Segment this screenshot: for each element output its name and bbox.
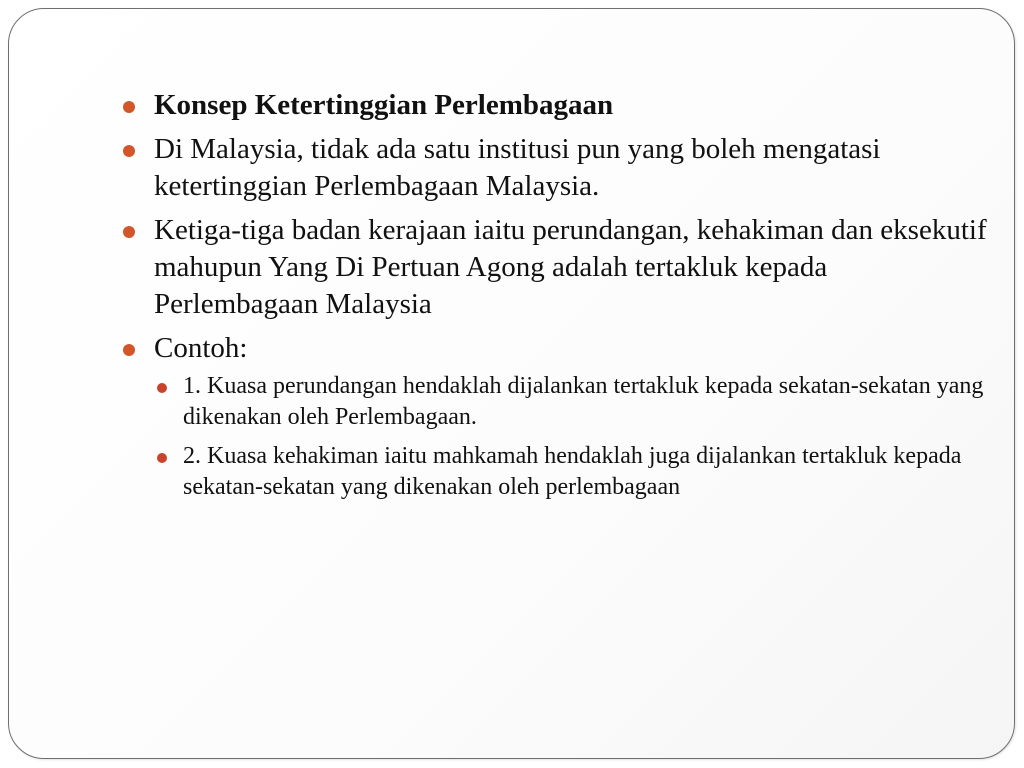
bullet-item-text: Konsep Ketertinggian Perlembagaan <box>154 89 614 121</box>
bullet-item-heading <box>119 87 989 124</box>
sub-bullet-item-text: 1. Kuasa perundangan hendaklah dijalankan tertakluk kepada sekatan-sekatan yang dikenakan oleh Perlembagaan. <box>183 373 984 430</box>
bullet-dot-icon <box>123 101 135 113</box>
bullet-dot-icon <box>123 344 135 356</box>
bullet-item-text: Di Malaysia, tidak ada satu institusi pun yang boleh mengatasi ketertinggian Perlembagaan Malaysia. <box>154 133 881 202</box>
sub-bullet-dot-icon <box>157 453 167 463</box>
bullet-item-text: Ketiga-tiga badan kerajaan iaitu perundangan, kehakiman dan eksekutif mahupun Yang Di Pertuan Agong adalah tertakluk kepada Perlembagaan Malaysia <box>154 214 987 320</box>
sub-bullet-item-text: 2. Kuasa kehakiman iaitu mahkamah hendaklah juga dijalankan tertakluk kepada sekatan-sekatan yang dikenakan oleh perlembagaan <box>183 443 962 500</box>
bullet-item <box>119 131 989 205</box>
bullet-dot-icon <box>123 145 135 157</box>
sub-bullet-item <box>154 441 989 503</box>
sub-bullet-dot-icon <box>157 383 167 393</box>
bullet-item-text: Contoh: <box>154 332 248 364</box>
slide-content <box>119 87 989 511</box>
slide-frame <box>8 8 1015 759</box>
sub-bullet-item <box>154 371 989 433</box>
bullet-item <box>119 330 989 367</box>
bullet-item <box>119 212 989 323</box>
bullet-dot-icon <box>123 226 135 238</box>
